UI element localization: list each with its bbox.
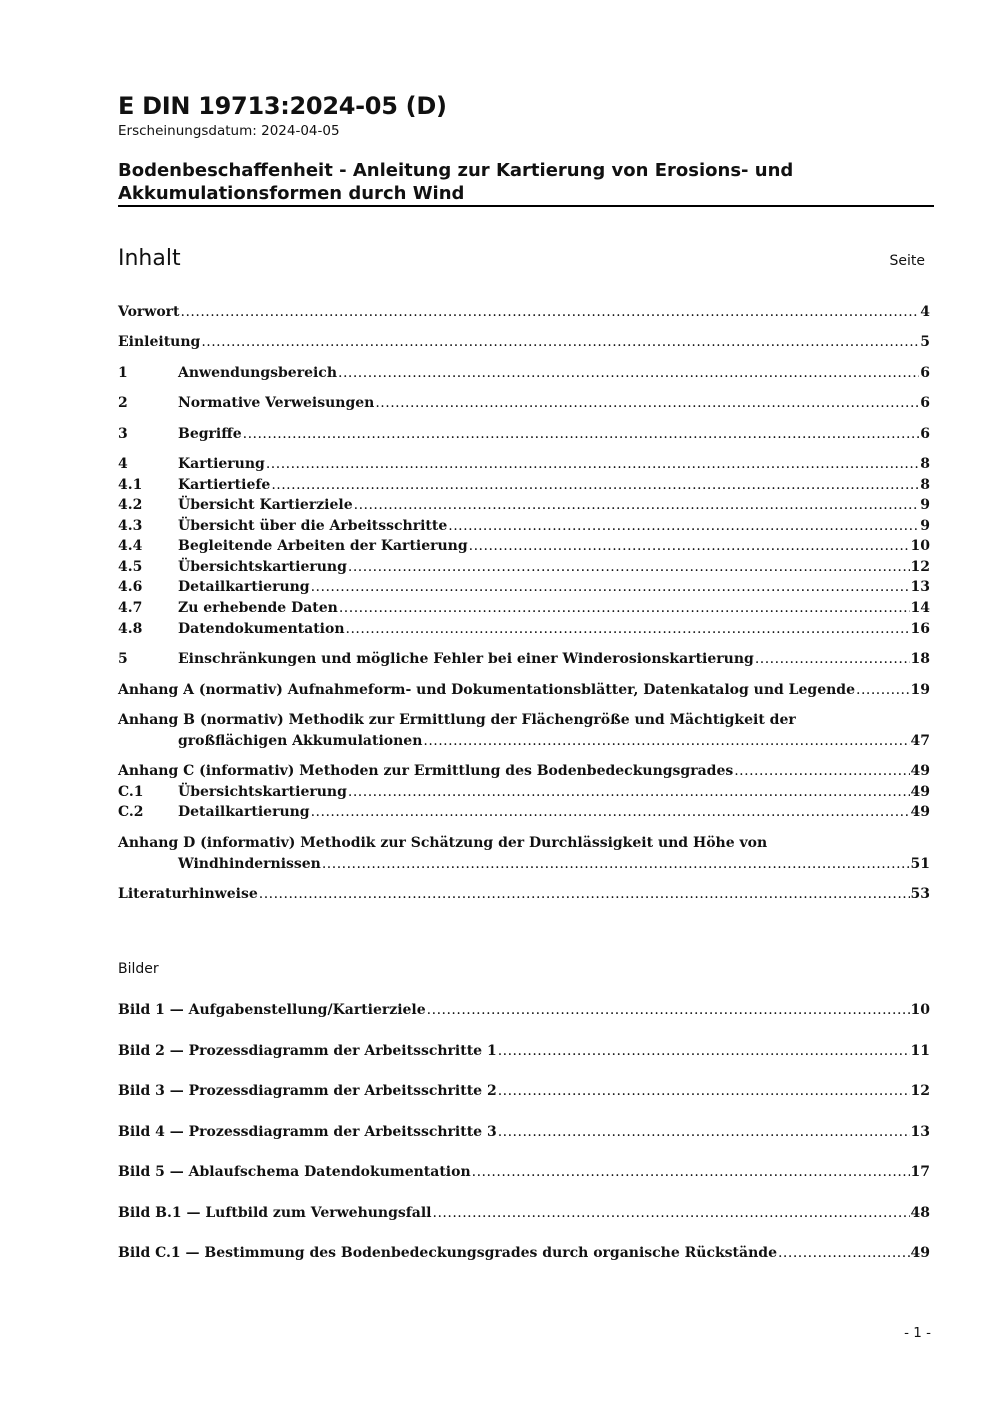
toc-leader-dots bbox=[433, 1203, 910, 1223]
toc-entry-text: Kartierung bbox=[178, 456, 265, 472]
toc-leader-dots bbox=[755, 649, 910, 669]
toc-leader-dots bbox=[498, 1081, 910, 1101]
figure-entry-text: Bild 3 — Prozessdiagramm der Arbeitsschritte 2 bbox=[118, 1083, 497, 1099]
toc-leader-dots bbox=[472, 1162, 910, 1182]
toc-entry-2[interactable] bbox=[118, 393, 930, 413]
figure-entry-page: 10 bbox=[910, 1002, 930, 1018]
toc-leader-dots bbox=[348, 782, 910, 802]
toc-leader-dots bbox=[498, 1041, 910, 1061]
toc-entry-4-5[interactable] bbox=[118, 557, 930, 577]
toc-entry-page: 49 bbox=[910, 784, 930, 800]
toc-entry-page: 53 bbox=[910, 886, 930, 902]
toc-leader-dots bbox=[311, 577, 910, 597]
figure-entry-page: 49 bbox=[910, 1245, 930, 1261]
toc-entry-text: Datendokumentation bbox=[178, 621, 345, 637]
toc-entry-4-8[interactable] bbox=[118, 619, 930, 639]
toc-page-column-label: Seite bbox=[889, 253, 925, 269]
toc-entry-4[interactable] bbox=[118, 454, 930, 474]
toc-leader-dots bbox=[778, 1243, 910, 1263]
toc-leader-dots bbox=[734, 761, 909, 781]
toc-entry-number: 4.4 bbox=[118, 538, 143, 554]
toc-entry-anhang-c[interactable] bbox=[118, 761, 930, 781]
toc-entry-number: 4 bbox=[118, 456, 128, 472]
toc-entry-5[interactable] bbox=[118, 649, 930, 669]
toc-heading: Inhalt bbox=[118, 246, 181, 271]
toc-entry-number: 4.2 bbox=[118, 497, 143, 513]
toc-entry-page: 47 bbox=[910, 733, 930, 749]
toc-entry-page: 49 bbox=[910, 804, 930, 820]
figure-entry-text: Bild 2 — Prozessdiagramm der Arbeitsschritte 1 bbox=[118, 1043, 497, 1059]
toc-entry-text: Kartiertiefe bbox=[178, 477, 271, 493]
toc-entry-page: 6 bbox=[920, 365, 930, 381]
toc-entry-number: 4.8 bbox=[118, 621, 143, 637]
toc-leader-dots bbox=[427, 1000, 910, 1020]
toc-leader-dots bbox=[423, 731, 909, 752]
toc-entry-page: 5 bbox=[920, 334, 930, 350]
toc-leader-dots bbox=[856, 680, 910, 700]
toc-entry-text: Detailkartierung bbox=[178, 579, 310, 595]
toc-entry-3[interactable] bbox=[118, 424, 930, 444]
toc-entry-text: Anhang C (informativ) Methoden zur Ermittlung des Bodenbedeckungsgrades bbox=[118, 763, 734, 779]
figure-entry-text: Bild B.1 — Luftbild zum Verwehungsfall bbox=[118, 1205, 432, 1221]
figure-entry-text: Bild 4 — Prozessdiagramm der Arbeitsschritte 3 bbox=[118, 1124, 497, 1140]
toc-entry-page: 8 bbox=[920, 456, 930, 472]
toc-entry-number: C.2 bbox=[118, 804, 144, 820]
toc-entry-einleitung[interactable] bbox=[118, 332, 930, 352]
toc-entry-page: 13 bbox=[910, 579, 930, 595]
figure-entry-5[interactable] bbox=[118, 1162, 930, 1182]
toc-entry-text: Anhang A (normativ) Aufnahmeform- und Dokumentationsblätter, Datenkatalog und Legende bbox=[118, 682, 855, 698]
toc-entry-text: Begriffe bbox=[178, 426, 242, 442]
toc-leader-dots bbox=[375, 393, 919, 413]
toc-entry-text: Normative Verweisungen bbox=[178, 395, 375, 411]
toc-entry-page: 12 bbox=[910, 559, 930, 575]
toc-leader-dots bbox=[201, 332, 919, 352]
document-title: Bodenbeschaffenheit - Anleitung zur Kartierung von Erosions- und Akkumulationsformen durch Wind bbox=[118, 160, 794, 204]
title-underline bbox=[118, 205, 934, 207]
figure-entry-1[interactable] bbox=[118, 1000, 930, 1020]
toc-entry-4-4[interactable] bbox=[118, 536, 930, 556]
figure-entry-page: 48 bbox=[910, 1205, 930, 1221]
toc-entry-page: 9 bbox=[920, 497, 930, 513]
toc-entry-page: 14 bbox=[910, 600, 930, 616]
figure-entry-b-1[interactable] bbox=[118, 1203, 930, 1223]
toc-entry-4-3[interactable] bbox=[118, 516, 930, 536]
toc-entry-anhang-d[interactable] bbox=[118, 833, 930, 875]
figure-entry-text: Bild 1 — Aufgabenstellung/Kartierziele bbox=[118, 1002, 426, 1018]
toc-entry-literaturhinweise[interactable] bbox=[118, 884, 930, 904]
toc-entry-page: 6 bbox=[920, 426, 930, 442]
figure-entry-page: 13 bbox=[910, 1124, 930, 1140]
figures-heading: Bilder bbox=[118, 961, 159, 977]
toc-entry-number: 4.5 bbox=[118, 559, 143, 575]
toc-leader-dots bbox=[348, 557, 910, 577]
toc-entry-page: 8 bbox=[920, 477, 930, 493]
toc-entry-text: Einschränkungen und mögliche Fehler bei einer Winderosionskartierung bbox=[178, 651, 754, 667]
page-number: - 1 - bbox=[904, 1325, 931, 1341]
figure-entry-text: Bild 5 — Ablaufschema Datendokumentation bbox=[118, 1164, 471, 1180]
figure-entry-c-1[interactable] bbox=[118, 1243, 930, 1263]
toc-entry-text: Vorwort bbox=[118, 304, 180, 320]
toc-entry-number: 4.1 bbox=[118, 477, 143, 493]
toc-leader-dots bbox=[181, 302, 920, 322]
toc-entry-anhang-a[interactable] bbox=[118, 680, 930, 700]
toc-leader-dots bbox=[346, 619, 910, 639]
toc-leader-dots bbox=[498, 1122, 910, 1142]
figure-entry-4[interactable] bbox=[118, 1122, 930, 1142]
toc-entry-text-continued: Windhindernissen bbox=[178, 856, 321, 872]
toc-entry-text: Übersicht über die Arbeitsschritte bbox=[178, 518, 448, 534]
toc-entry-number: 4.6 bbox=[118, 579, 143, 595]
toc-entry-page: 6 bbox=[920, 395, 930, 411]
publication-date: Erscheinungsdatum: 2024-04-05 bbox=[118, 123, 340, 139]
toc-entry-text: Zu erhebende Daten bbox=[178, 600, 338, 616]
toc-entry-page: 19 bbox=[910, 682, 930, 698]
toc-leader-dots bbox=[469, 536, 910, 556]
figure-entry-2[interactable] bbox=[118, 1041, 930, 1061]
toc-entry-page: 49 bbox=[910, 763, 930, 779]
toc-entry-number: 3 bbox=[118, 426, 128, 442]
toc-entry-page: 18 bbox=[910, 651, 930, 667]
toc-leader-dots bbox=[448, 516, 919, 536]
toc-entry-c-2[interactable] bbox=[118, 802, 930, 822]
figure-entry-page: 12 bbox=[910, 1083, 930, 1099]
toc-entry-4-1[interactable] bbox=[118, 475, 930, 495]
toc-entry-text: Anhang B (normativ) Methodik zur Ermittlung der Flächengröße und Mächtigkeit der bbox=[118, 712, 796, 728]
toc-entry-page: 4 bbox=[920, 304, 930, 320]
toc-entry-vorwort[interactable] bbox=[118, 302, 930, 322]
toc-leader-dots bbox=[266, 454, 919, 474]
toc-entry-anhang-b[interactable] bbox=[118, 710, 930, 752]
toc-leader-dots bbox=[338, 363, 919, 383]
figure-entry-3[interactable] bbox=[118, 1081, 930, 1101]
toc-entry-text: Anhang D (informativ) Methodik zur Schätzung der Durchlässigkeit und Höhe von bbox=[118, 835, 768, 851]
toc-entry-number: C.1 bbox=[118, 784, 144, 800]
toc-entry-1[interactable] bbox=[118, 363, 930, 383]
toc-entry-number: 1 bbox=[118, 365, 128, 381]
toc-leader-dots bbox=[259, 884, 910, 904]
document-id: E DIN 19713:2024-05 (D) bbox=[118, 92, 447, 120]
toc-leader-dots bbox=[322, 854, 910, 875]
toc-entry-4-2[interactable] bbox=[118, 495, 930, 515]
toc-leader-dots bbox=[243, 424, 920, 444]
toc-entry-page: 10 bbox=[910, 538, 930, 554]
toc-entry-4-7[interactable] bbox=[118, 598, 930, 618]
toc-entry-text-continued: großflächigen Akkumulationen bbox=[178, 733, 423, 749]
toc-entry-text: Anwendungsbereich bbox=[178, 365, 337, 381]
toc-entry-page: 9 bbox=[920, 518, 930, 534]
toc-entry-number: 4.3 bbox=[118, 518, 143, 534]
toc-entry-text: Übersicht Kartierziele bbox=[178, 497, 353, 513]
toc-entry-text: Begleitende Arbeiten der Kartierung bbox=[178, 538, 468, 554]
toc-entry-text: Übersichtskartierung bbox=[178, 559, 347, 575]
toc-entry-text: Detailkartierung bbox=[178, 804, 310, 820]
toc-entry-page: 51 bbox=[910, 856, 930, 872]
toc-leader-dots bbox=[339, 598, 910, 618]
figure-entry-text: Bild C.1 — Bestimmung des Bodenbedeckungsgrades durch organische Rückstände bbox=[118, 1245, 777, 1261]
toc-entry-number: 5 bbox=[118, 651, 128, 667]
toc-entry-text: Einleitung bbox=[118, 334, 201, 350]
toc-leader-dots bbox=[311, 802, 910, 822]
figure-entry-page: 11 bbox=[910, 1043, 930, 1059]
toc-entry-text: Übersichtskartierung bbox=[178, 784, 347, 800]
toc-entry-c-1[interactable] bbox=[118, 782, 930, 802]
figure-entry-page: 17 bbox=[910, 1164, 930, 1180]
toc-entry-text: Literaturhinweise bbox=[118, 886, 258, 902]
toc-entry-number: 2 bbox=[118, 395, 128, 411]
toc-entry-4-6[interactable] bbox=[118, 577, 930, 597]
toc-entry-number: 4.7 bbox=[118, 600, 143, 616]
toc-leader-dots bbox=[354, 495, 920, 515]
toc-entry-page: 16 bbox=[910, 621, 930, 637]
toc-leader-dots bbox=[271, 475, 919, 495]
